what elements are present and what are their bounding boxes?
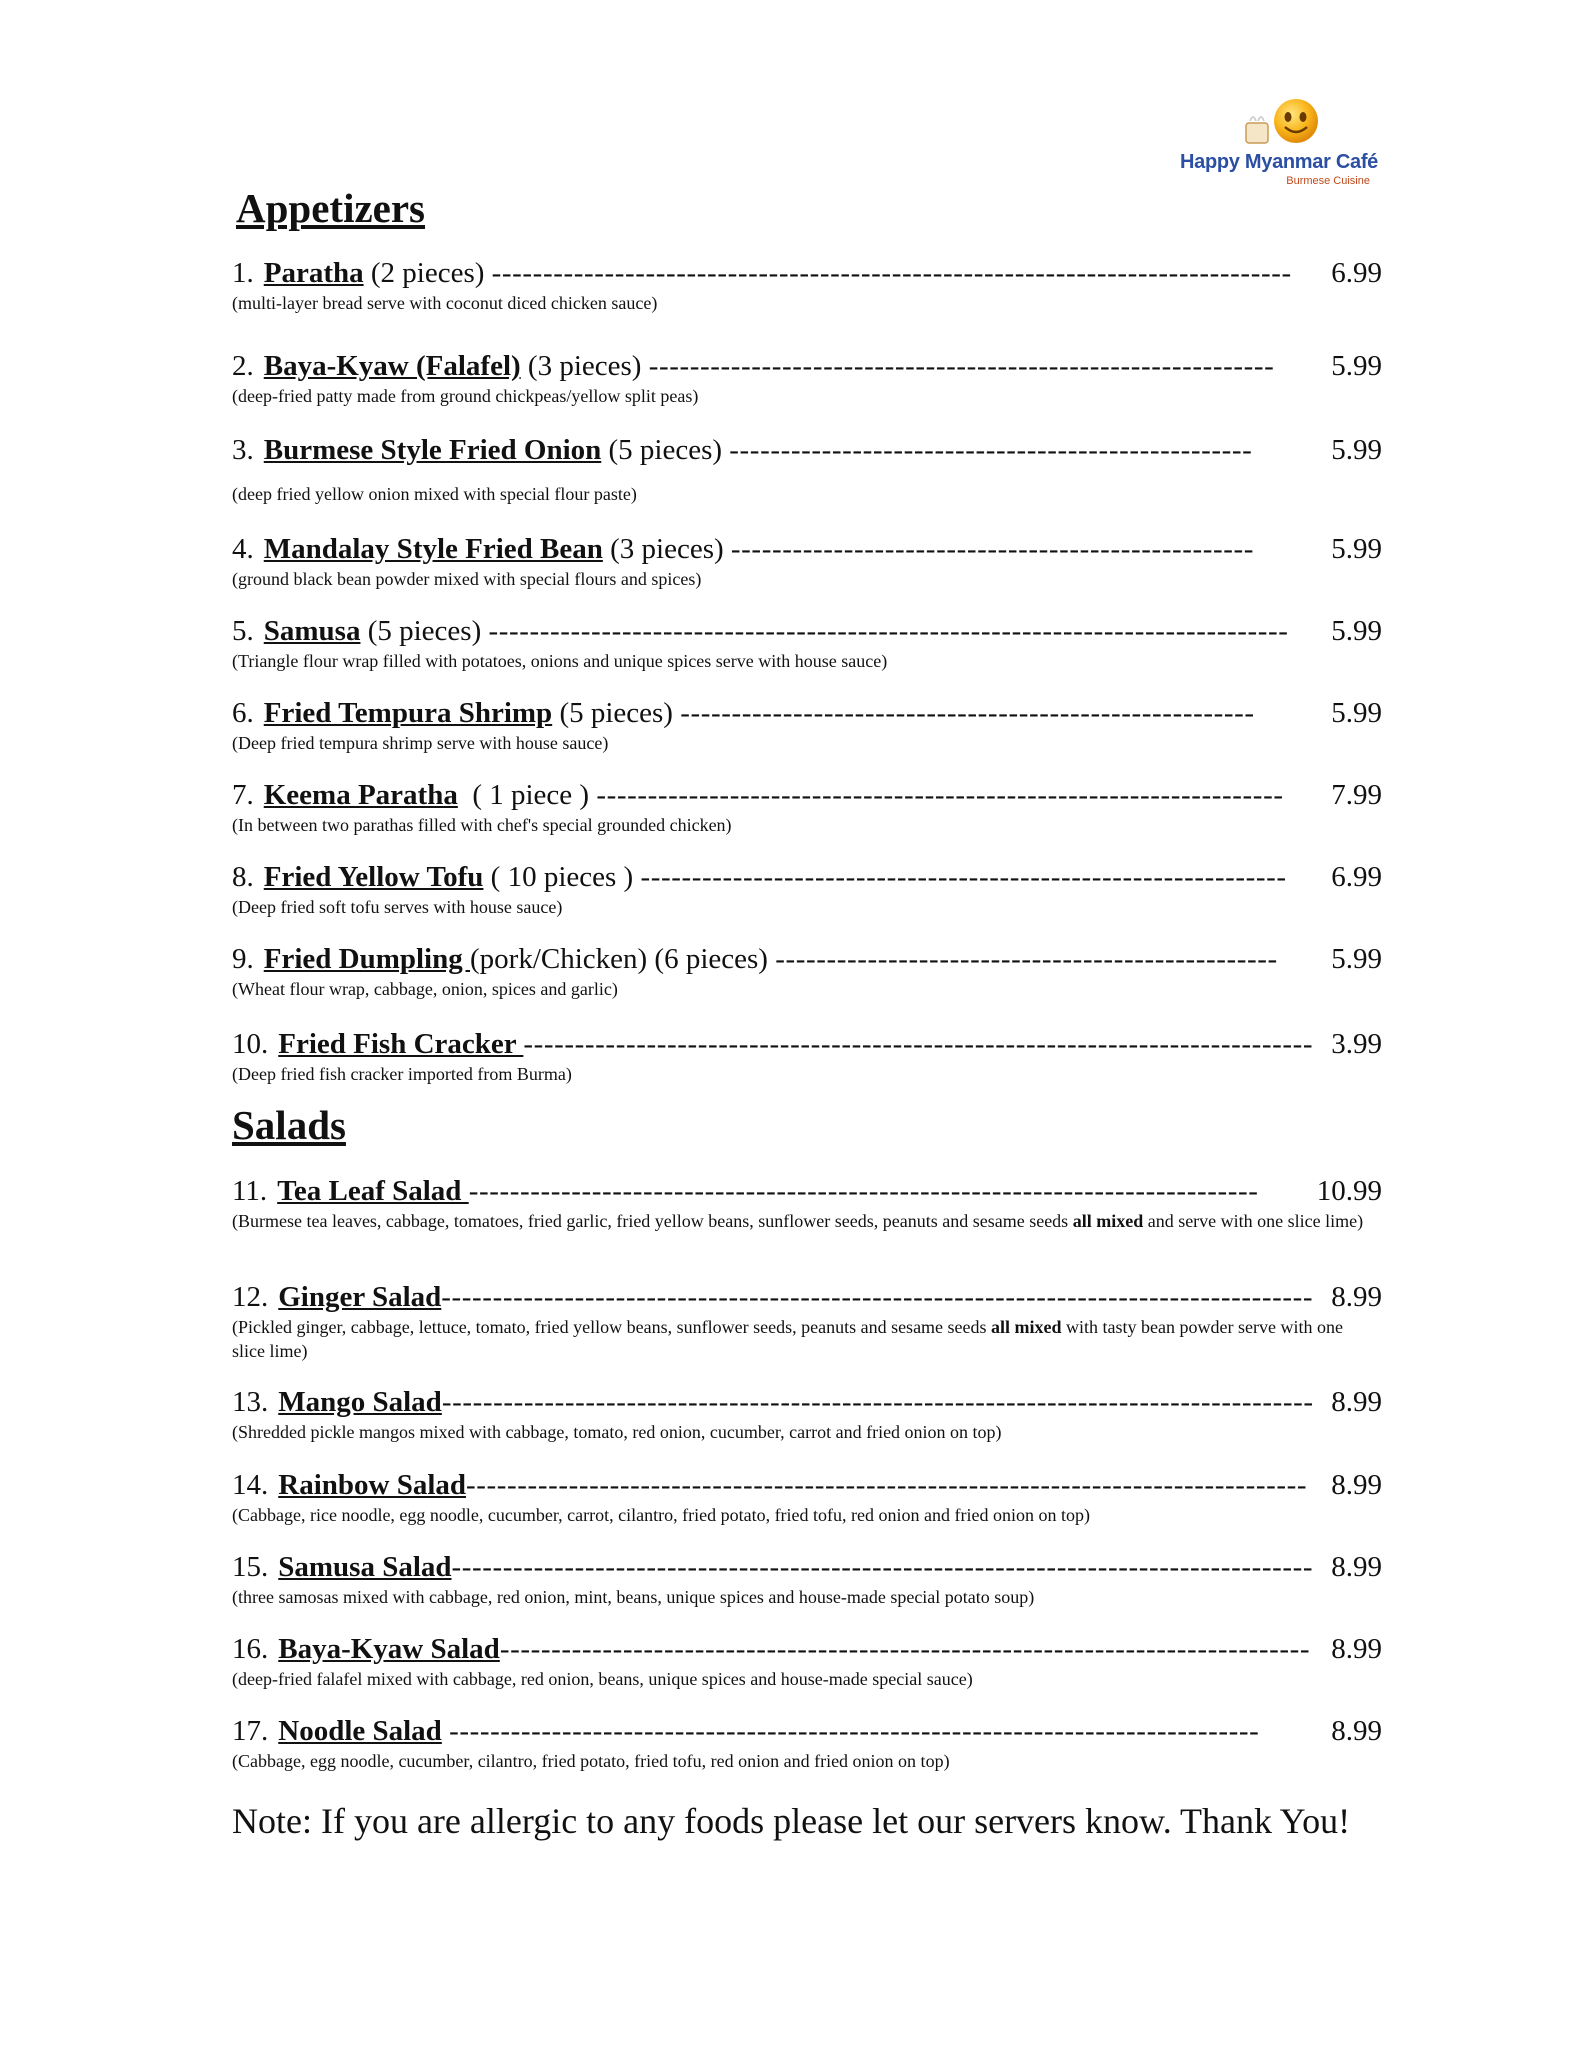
menu-item-description: (Deep fried fish cracker imported from Burma)	[232, 1064, 572, 1084]
menu-item	[232, 1631, 1382, 1691]
menu-item-line	[232, 1631, 1382, 1667]
menu-item-description: (Triangle flour wrap filled with potatoes, onions and unique spices serve with house sauce)	[232, 651, 888, 671]
menu-item-description: (Deep fried soft tofu serves with house sauce)	[232, 897, 563, 917]
menu-item-leader: ----------------------------------------------------------------------------------	[466, 1469, 1308, 1501]
menu-item-leader: -------------------------------------------------------------------------------	[499, 1633, 1311, 1665]
menu-item-name: Mandalay Style Fried Bean	[263, 533, 603, 565]
menu-item-number: 13.	[232, 1386, 269, 1418]
menu-item	[232, 941, 1382, 1001]
menu-item-name: Fried Yellow Tofu	[263, 861, 484, 893]
menu-item-name: Noodle Salad	[278, 1715, 442, 1747]
allergy-note: Note: If you are allergic to any foods please let our servers know. Thank You!	[232, 1801, 1351, 1841]
menu-item-price: 8.99	[1331, 1281, 1382, 1313]
menu-item-name: Fried Fish Cracker	[278, 1028, 524, 1060]
menu-item-leader: ------------------------------------------------------------------------------	[491, 257, 1292, 289]
menu-item-quantity: (5 pieces)	[360, 615, 489, 647]
menu-item-description-text: (Pickled ginger, cabbage, lettuce, tomato, fried yellow beans, sunflower seeds, peanuts and sesame seeds	[232, 1317, 992, 1337]
menu-item-name: Baya-Kyaw (Falafel)	[263, 350, 521, 382]
menu-item	[232, 1026, 1382, 1086]
smiley-cup-icon	[1174, 95, 1384, 155]
menu-item	[232, 1467, 1382, 1527]
menu-item-leader: --------------------------------------------------------	[680, 697, 1255, 729]
menu-item-leader: ---------------------------------------------------	[729, 434, 1253, 466]
menu-item-line	[232, 941, 1382, 977]
menu-item-price: 6.99	[1331, 861, 1382, 893]
menu-item-quantity: (5 pieces)	[552, 697, 681, 729]
menu-item-number: 12.	[232, 1281, 269, 1313]
menu-item	[232, 1279, 1382, 1363]
menu-item-price: 5.99	[1331, 615, 1382, 647]
menu-item-line	[232, 859, 1382, 895]
menu-item-quantity: (2 pieces)	[363, 257, 492, 289]
menu-item-line	[232, 348, 1382, 384]
menu-item-line	[232, 1713, 1382, 1749]
menu-item-price: 8.99	[1331, 1633, 1382, 1665]
menu-item-price: 5.99	[1331, 434, 1382, 466]
menu-item-number: 7.	[232, 779, 254, 811]
menu-item-line	[232, 531, 1382, 567]
menu-item-price: 8.99	[1331, 1551, 1382, 1583]
menu-item-number: 10.	[232, 1028, 269, 1060]
menu-item-description: (ground black bean powder mixed with special flours and spices)	[232, 569, 702, 589]
menu-item-number: 4.	[232, 533, 254, 565]
menu-item	[232, 531, 1382, 591]
menu-item-price: 10.99	[1316, 1175, 1382, 1207]
menu-item	[232, 859, 1382, 919]
menu-item-price: 8.99	[1331, 1469, 1382, 1501]
menu-item-leader: ---------------------------------------------------	[730, 533, 1255, 565]
menu-item-quantity: (5 pieces)	[601, 434, 730, 466]
menu-item-leader: -------------------------------------------------	[775, 943, 1278, 975]
menu-item-description: (Cabbage, rice noodle, egg noodle, cucumber, carrot, cilantro, fried potato, fried tofu, red onion and fried onion on top)	[232, 1505, 1090, 1525]
menu-item-price: 5.99	[1331, 533, 1382, 565]
menu-item-price: 3.99	[1331, 1028, 1382, 1060]
menu-item-leader: ------------------------------------------------------------------------------------	[451, 1551, 1314, 1583]
logo-subtitle: Burmese Cuisine	[1286, 175, 1370, 187]
menu-item-number: 2.	[232, 350, 254, 382]
menu-item-price: 7.99	[1331, 779, 1382, 811]
menu-item-name: Keema Paratha	[263, 779, 458, 811]
menu-item-description-emphasis: all mixed	[1072, 1211, 1144, 1231]
menu-item-number: 3.	[232, 434, 254, 466]
cafe-logo	[1174, 95, 1384, 195]
menu-item-number: 6.	[232, 697, 254, 729]
menu-item-number: 1.	[232, 257, 254, 289]
menu-item-name: Ginger Salad	[278, 1281, 442, 1313]
menu-item	[232, 1384, 1382, 1444]
menu-item-leader: ------------------------------------------------------------------------------	[488, 615, 1289, 647]
menu-item-name: Fried Dumpling	[263, 943, 470, 975]
menu-item-leader: -----------------------------------------------------------------------------	[523, 1028, 1314, 1060]
menu-item-name: Samusa	[263, 615, 361, 647]
menu-item-quantity: ( 10 pieces )	[483, 861, 641, 893]
menu-item	[232, 695, 1382, 755]
menu-item-leader: -------------------------------------------------------------------------------	[449, 1715, 1260, 1747]
menu-item-description-text: with tasty bean powder serve with one slice lime)	[232, 1317, 1343, 1361]
menu-item-number: 17.	[232, 1715, 269, 1747]
menu-item	[232, 348, 1382, 408]
menu-item-number: 15.	[232, 1551, 269, 1583]
menu-item-description: (Shredded pickle mangos mixed with cabbage, tomato, red onion, cucumber, carrot and fried onion on top)	[232, 1422, 1002, 1442]
menu-item-description-text: (Burmese tea leaves, cabbage, tomatoes, fried garlic, fried yellow beans, sunflower seeds, peanuts and sesame seeds	[232, 1211, 1073, 1231]
menu-item-description	[232, 1209, 1372, 1233]
menu-item-description: (three samosas mixed with cabbage, red onion, mint, beans, unique spices and house-made special potato soup)	[232, 1587, 1035, 1607]
menu-item-number: 16.	[232, 1633, 269, 1665]
menu-item-number: 5.	[232, 615, 254, 647]
menu-item-quantity: (3 pieces)	[520, 350, 649, 382]
menu-item-description: (deep-fried falafel mixed with cabbage, red onion, beans, unique spices and house-made special sauce)	[232, 1669, 973, 1689]
menu-item-number: 11.	[232, 1175, 268, 1207]
menu-item-name: Baya-Kyaw Salad	[278, 1633, 500, 1665]
salads-heading: Salads	[232, 1102, 346, 1148]
menu-item-leader: -----------------------------------------------------------------------------	[468, 1175, 1259, 1207]
menu-item-price: 8.99	[1331, 1715, 1382, 1747]
menu-item-description: (Wheat flour wrap, cabbage, onion, spices and garlic)	[232, 979, 618, 999]
menu-item	[232, 1713, 1382, 1773]
logo-name: Happy Myanmar Café	[1180, 151, 1378, 173]
menu-item-number: 9.	[232, 943, 254, 975]
menu-item-leader: ---------------------------------------------------------------	[640, 861, 1287, 893]
menu-item-name: Tea Leaf Salad	[277, 1175, 469, 1207]
menu-item	[232, 432, 1382, 506]
menu-item-line	[232, 777, 1382, 813]
menu-item-price: 5.99	[1331, 943, 1382, 975]
menu-item-number: 14.	[232, 1469, 269, 1501]
menu-item	[232, 1173, 1382, 1233]
menu-item	[232, 1549, 1382, 1609]
menu-item-description: (Cabbage, egg noodle, cucumber, cilantro, fried potato, fried tofu, red onion and fried onion on top)	[232, 1751, 950, 1771]
menu-item-line	[232, 1279, 1382, 1315]
menu-item-price: 5.99	[1331, 697, 1382, 729]
menu-item-name: Fried Tempura Shrimp	[263, 697, 553, 729]
appetizers-heading: Appetizers	[236, 185, 426, 231]
menu-item-leader: -------------------------------------------------------------------------------------	[441, 1281, 1314, 1313]
menu-item-price: 8.99	[1331, 1386, 1382, 1418]
menu-item-leader: -------------------------------------------------------------	[648, 350, 1275, 382]
menu-item-description-text: and serve with one slice lime)	[1143, 1211, 1364, 1231]
menu-item-name: Burmese Style Fried Onion	[263, 434, 602, 466]
menu-item-description: (multi-layer bread serve with coconut diced chicken sauce)	[232, 293, 658, 313]
menu-item-line	[232, 1467, 1382, 1503]
menu-item-price: 6.99	[1331, 257, 1382, 289]
menu-item-number: 8.	[232, 861, 254, 893]
menu-item-name: Mango Salad	[278, 1386, 442, 1418]
menu-item-line	[232, 1384, 1382, 1420]
menu-item	[232, 613, 1382, 673]
menu-item-name: Paratha	[263, 257, 364, 289]
menu-item-description: (In between two parathas filled with chef's special grounded chicken)	[232, 815, 732, 835]
menu-item	[232, 255, 1382, 315]
menu-item-name: Rainbow Salad	[278, 1469, 467, 1501]
menu-item-line	[232, 695, 1382, 731]
menu-item-description: (deep fried yellow onion mixed with special flour paste)	[232, 484, 637, 504]
menu-item-line	[232, 613, 1382, 649]
menu-item-price: 5.99	[1331, 350, 1382, 382]
menu-item-line	[232, 1173, 1382, 1209]
menu-item-line	[232, 432, 1382, 468]
menu-item-name: Samusa Salad	[278, 1551, 452, 1583]
menu-item-description: (Deep fried tempura shrimp serve with house sauce)	[232, 733, 609, 753]
menu-item-line	[232, 1549, 1382, 1585]
menu-item	[232, 777, 1382, 837]
menu-item-description	[232, 1315, 1372, 1363]
menu-item-leader: -------------------------------------------------------------------------------------	[441, 1386, 1314, 1418]
menu-item-line	[232, 1026, 1382, 1062]
menu-item-quantity	[442, 1715, 449, 1747]
menu-item-leader: -------------------------------------------------------------------	[596, 779, 1284, 811]
menu-item-description: (deep-fried patty made from ground chickpeas/yellow split peas)	[232, 386, 699, 406]
menu-item-quantity: (pork/Chicken) (6 pieces)	[470, 943, 776, 975]
menu-item-quantity: ( 1 piece )	[457, 779, 597, 811]
menu-item-line	[232, 255, 1382, 291]
menu-item-quantity: (3 pieces)	[602, 533, 731, 565]
menu-item-description-emphasis: all mixed	[991, 1317, 1062, 1337]
